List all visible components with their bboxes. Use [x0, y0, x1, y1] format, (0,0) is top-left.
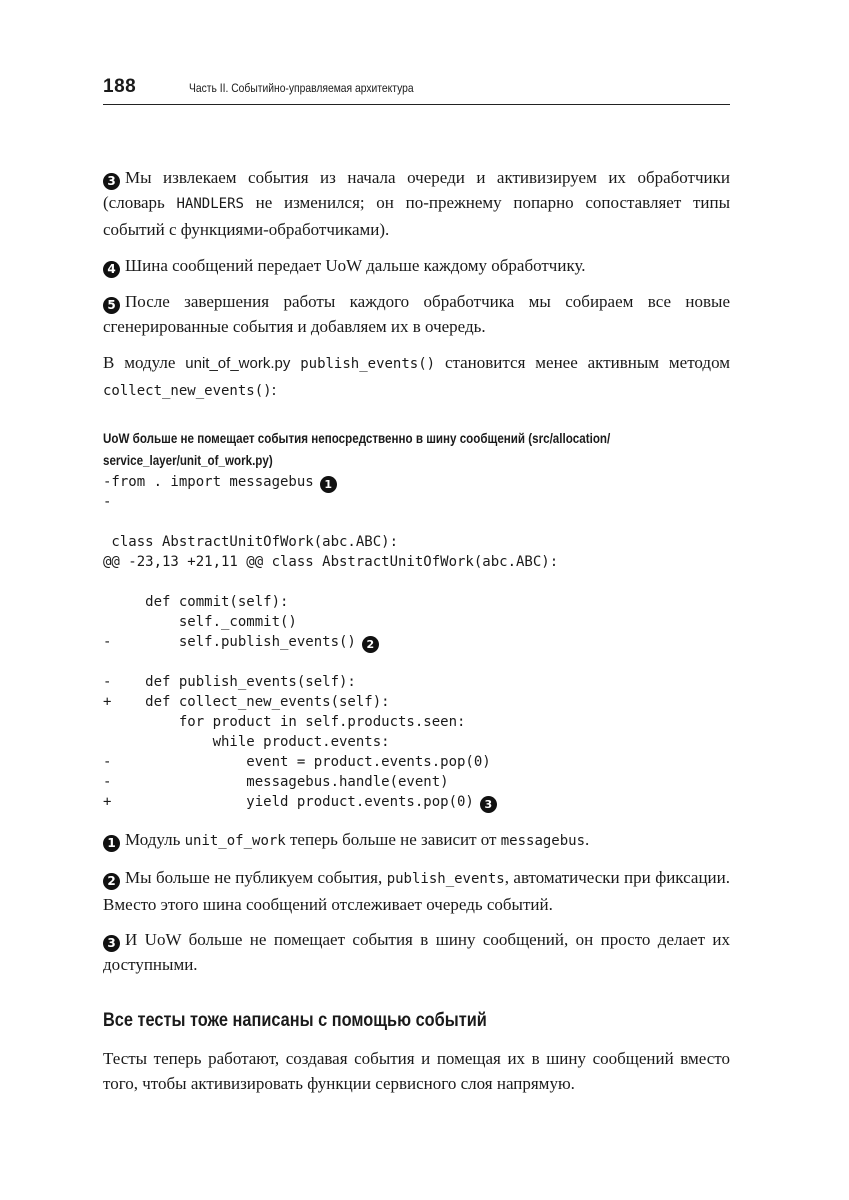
listing-caption-line: UoW больше не помещает события непосредственно в шину сообщений (src/allocation/: [103, 431, 611, 446]
para-text: становится менее активным методом: [435, 353, 730, 372]
code-callout-marker: 2: [362, 636, 379, 653]
code-line: [103, 512, 730, 532]
note-text: , автоматически при фиксации. Вместо этого шина сообщений отслеживает очередь событий.: [103, 868, 730, 914]
code-line: [103, 572, 730, 592]
listing-caption-line: service_layer/unit_of_work.py): [103, 453, 273, 468]
callout-4-marker: 4: [103, 261, 120, 278]
para-text: В модуле: [103, 353, 186, 372]
code-line: [103, 772, 730, 792]
code-line: [103, 692, 730, 712]
code-line-text: + def collect_new_events(self):: [103, 694, 390, 710]
running-head: Часть II. Событийно-управляемая архитектура: [189, 81, 414, 95]
code-line-text: -: [103, 494, 112, 510]
code-line: [103, 792, 730, 812]
code-line: [103, 552, 730, 572]
code-line: [103, 652, 730, 672]
listing-caption: [103, 428, 642, 472]
note-5-top: [103, 289, 730, 339]
note-text: Шина сообщений передает UoW дальше каждому обработчику.: [125, 256, 586, 275]
code-line-text: - event = product.events.pop(0): [103, 754, 491, 770]
module-paragraph: [103, 350, 730, 404]
code-callout-marker: 1: [320, 476, 337, 493]
code-line: [103, 492, 730, 512]
note-3-top: [103, 165, 730, 242]
page-number: 188: [103, 76, 137, 97]
code-line: [103, 752, 730, 772]
code-line: [103, 672, 730, 692]
inline-code: collect_new_events(): [103, 383, 272, 399]
section-paragraph: Тесты теперь работают, создавая события и помещая их в шину сообщений вместо того, чтобы активизировать функции сервисного слоя напрямую.: [103, 1049, 730, 1093]
code-line: [103, 632, 730, 652]
callout-1-marker: 1: [103, 835, 120, 852]
inline-code: unit_of_work: [184, 833, 286, 849]
file-name: unit_of_work.py: [185, 355, 291, 372]
note-text: Модуль: [125, 830, 185, 849]
code-line-text: - messagebus.handle(event): [103, 774, 449, 790]
inline-code: publish_events(): [300, 356, 436, 372]
code-line-text: class AbstractUnitOfWork(abc.ABC):: [103, 534, 399, 550]
page-header: [103, 74, 730, 105]
callout-5-marker: 5: [103, 297, 120, 314]
note-4-top: [103, 253, 730, 278]
note-text: И UoW больше не помещает события в шину сообщений, он просто делает их доступными.: [103, 930, 730, 974]
code-line: [103, 612, 730, 632]
note-text: теперь больше не зависит от: [285, 830, 501, 849]
code-line: [103, 592, 730, 612]
code-line-text: for product in self.products.seen:: [103, 714, 466, 730]
code-line-text: def commit(self):: [103, 594, 289, 610]
inline-code: messagebus: [500, 833, 586, 849]
code-callout-marker: 3: [480, 796, 497, 813]
code-line-text: -from . import messagebus: [103, 474, 314, 490]
para-text: :: [271, 380, 277, 399]
note-text: не изменился; он по-прежнему попарно сопоставляет типы событий с функциями-обработчиками).: [103, 193, 730, 239]
code-listing: [103, 472, 730, 812]
inline-code: HANDLERS: [176, 196, 244, 212]
code-line-text: + yield product.events.pop(0): [103, 794, 474, 810]
code-line: [103, 472, 730, 492]
note-text: .: [585, 830, 590, 849]
code-line: [103, 712, 730, 732]
note-text: Мы извлекаем события из начала очереди и активизируем их обработчики (словарь: [103, 168, 730, 212]
code-line-text: - def publish_events(self):: [103, 674, 356, 690]
section-heading: Все тесты тоже написаны с помощью событий: [103, 1010, 487, 1031]
code-line-text: @@ -23,13 +21,11 @@ class AbstractUnitOfWork(abc.ABC):: [103, 554, 559, 570]
code-line: [103, 532, 730, 552]
code-line-text: - self.publish_events(): [103, 634, 356, 650]
code-line-text: self._commit(): [103, 614, 297, 630]
code-line: [103, 732, 730, 752]
note-2-bottom: [103, 865, 730, 917]
callout-2-marker: 2: [103, 873, 120, 890]
callout-3-marker: 3: [103, 173, 120, 190]
callout-3-marker: 3: [103, 935, 120, 952]
note-1-bottom: [103, 827, 730, 854]
inline-code: publish_events: [386, 871, 505, 887]
code-line-text: while product.events:: [103, 734, 390, 750]
note-text: Мы больше не публикуем события,: [125, 868, 387, 887]
para-text: [290, 353, 300, 372]
note-3-bottom: [103, 927, 730, 977]
note-text: После завершения работы каждого обработчика мы собираем все новые сгенерированные события и добавляем их в очередь.: [103, 292, 730, 336]
